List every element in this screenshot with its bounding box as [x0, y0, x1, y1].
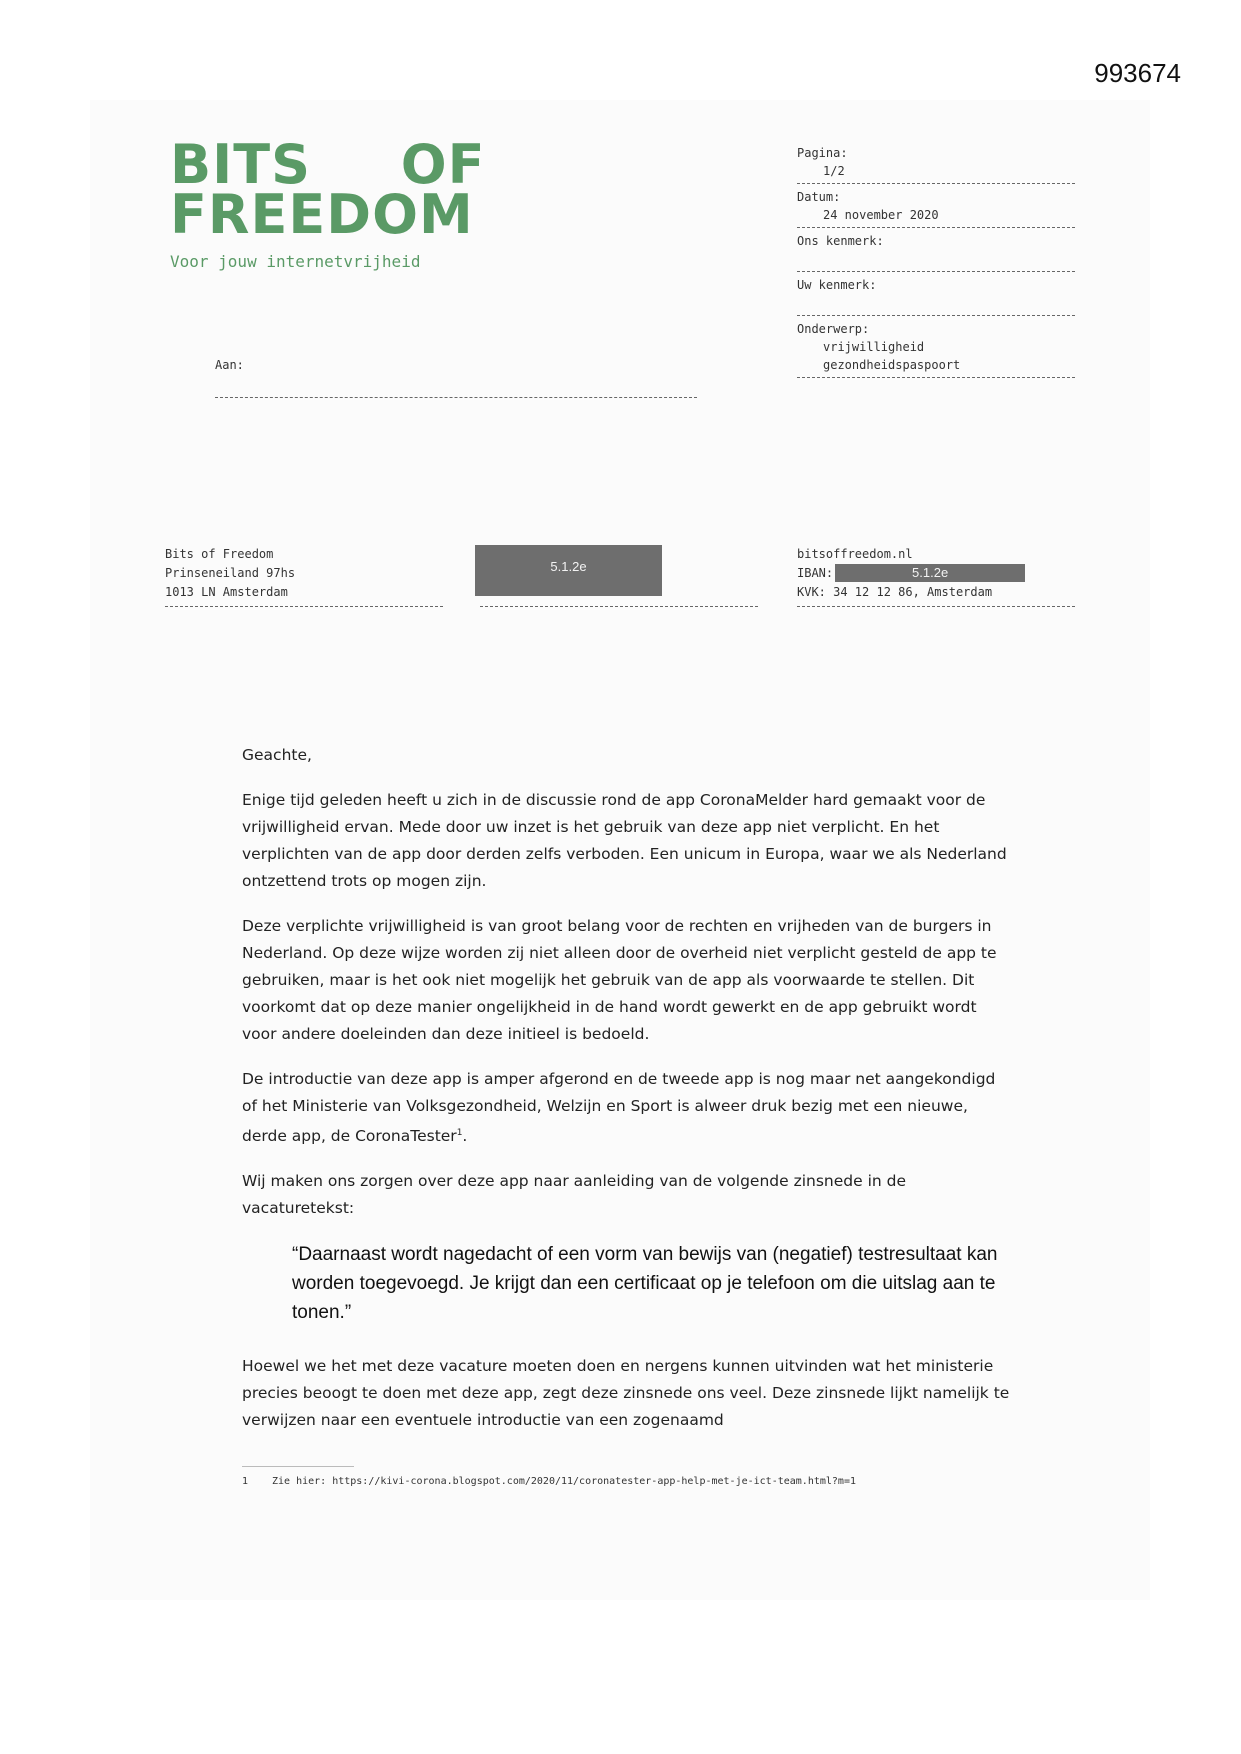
pagina-label: Pagina:: [797, 146, 848, 160]
letter-meta: [797, 140, 1075, 378]
meta-datum: [797, 184, 1075, 228]
sender-city: 1013 LN Amsterdam: [165, 585, 288, 599]
divider: [797, 606, 1075, 607]
uw-kenmerk-value: [797, 294, 1075, 312]
sender-name: Bits of Freedom: [165, 547, 274, 561]
meta-pagina: [797, 140, 1075, 184]
recipient-label: Aan:: [215, 358, 244, 372]
sender-street: Prinseneiland 97hs: [165, 566, 296, 580]
uw-kenmerk-label: Uw kenmerk:: [797, 278, 877, 292]
datum-label: Datum:: [797, 190, 841, 204]
paragraph-4: Wij maken ons zorgen over deze app naar aanleiding van de volgende zinsnede in de vacaturetekst:: [242, 1172, 907, 1218]
sender-address: [165, 545, 443, 607]
onderwerp-label: Onderwerp:: [797, 322, 870, 336]
paragraph-1: Enige tijd geleden heeft u zich in de discussie rond de app CoronaMelder hard gemaakt voor de vrijwilligheid ervan. Mede door uw inzet is het gebruik van deze app niet verplicht. En het verplichten van de app door derden zelfs verboden. Een unicum in Europa, waar we als Nederland ontzettend trots op mogen zijn.: [242, 791, 1007, 890]
footnote-text: Zie hier: https://kivi-corona.blogspot.com/2020/11/coronatester-app-help-met-je-ict-team.html?m=1: [272, 1476, 856, 1487]
ons-kenmerk-label: Ons kenmerk:: [797, 234, 884, 248]
paragraph-3: [242, 1066, 1012, 1150]
contact-info: [797, 545, 1075, 607]
meta-ons-kenmerk: [797, 228, 1075, 272]
pagina-value: 1/2: [823, 164, 845, 178]
website: bitsoffreedom.nl: [797, 547, 913, 561]
footnote-reference: 1: [456, 1128, 463, 1138]
iban-redaction: 5.1.2e: [835, 564, 1025, 582]
onderwerp-line-2: gezondheidspaspoort: [823, 358, 961, 372]
footnote: [242, 1476, 856, 1487]
footnote-divider: [242, 1466, 354, 1467]
divider: [480, 606, 758, 607]
paragraph-5: Hoewel we het met deze vacature moeten doen en nergens kunnen uitvinden wat het ministerie precies beoogt te doen met deze app, zegt deze zinsnede ons veel. Deze zinsnede lijkt namelijk te verwijzen naar een eventuele introductie van een zogenaamd: [242, 1357, 1010, 1430]
logo-line-2: FREEDOM: [170, 183, 474, 246]
logo-line-1: BITS OF: [170, 133, 486, 196]
redaction-block: 5.1.2e: [475, 545, 662, 596]
salutation: Geachte,: [242, 746, 312, 764]
iban-label: IBAN:: [797, 566, 834, 580]
paragraph-2: Deze verplichte vrijwilligheid is van groot belang voor de rechten en vrijheden van de burgers in Nederland. Op deze wijze worden zij niet alleen door de overheid niet verplicht gesteld de app te gebruiken, maar is het ook niet mogelijk het gebruik van de app als voorwaarde te stellen. Dit voorkomt dat op deze manier ongelijkheid in de hand wordt gewerkt en de app gebruikt wordt voor andere doeleinden dan deze initieel is bedoeld.: [242, 917, 997, 1043]
meta-uw-kenmerk: [797, 272, 1075, 316]
iban-row: [797, 564, 1075, 583]
footnote-number: 1: [242, 1476, 249, 1487]
vacancy-quote: “Daarnaast wordt nagedacht of een vorm van bewijs van (negatief) testresultaat kan worden toegevoegd. Je krijgt dan een certificaat op je telefoon om die uitslag aan te tonen.”: [292, 1244, 998, 1324]
paragraph-3-end: .: [462, 1127, 468, 1146]
letter-body: [242, 742, 1012, 1452]
document-id: 993674: [1094, 58, 1181, 88]
onderwerp-line-1: vrijwilligheid: [823, 340, 925, 354]
logo-tagline: Voor jouw internetvrijheid: [170, 252, 421, 271]
meta-onderwerp: [797, 316, 1075, 378]
divider: [165, 606, 443, 607]
bits-of-freedom-logo: [170, 133, 486, 271]
kvk: KVK: 34 12 12 86, Amsterdam: [797, 585, 993, 599]
paragraph-3-text: De introductie van deze app is amper afgerond en de tweede app is nog maar net aangekondigd of het Ministerie van Volksgezondheid, Welzijn en Sport is alweer druk bezig met een nieuwe, derde app, de CoronaTester: [242, 1070, 996, 1146]
recipient-line: [215, 397, 697, 398]
ons-kenmerk-value: [797, 250, 1075, 268]
datum-value: 24 november 2020: [823, 208, 939, 222]
